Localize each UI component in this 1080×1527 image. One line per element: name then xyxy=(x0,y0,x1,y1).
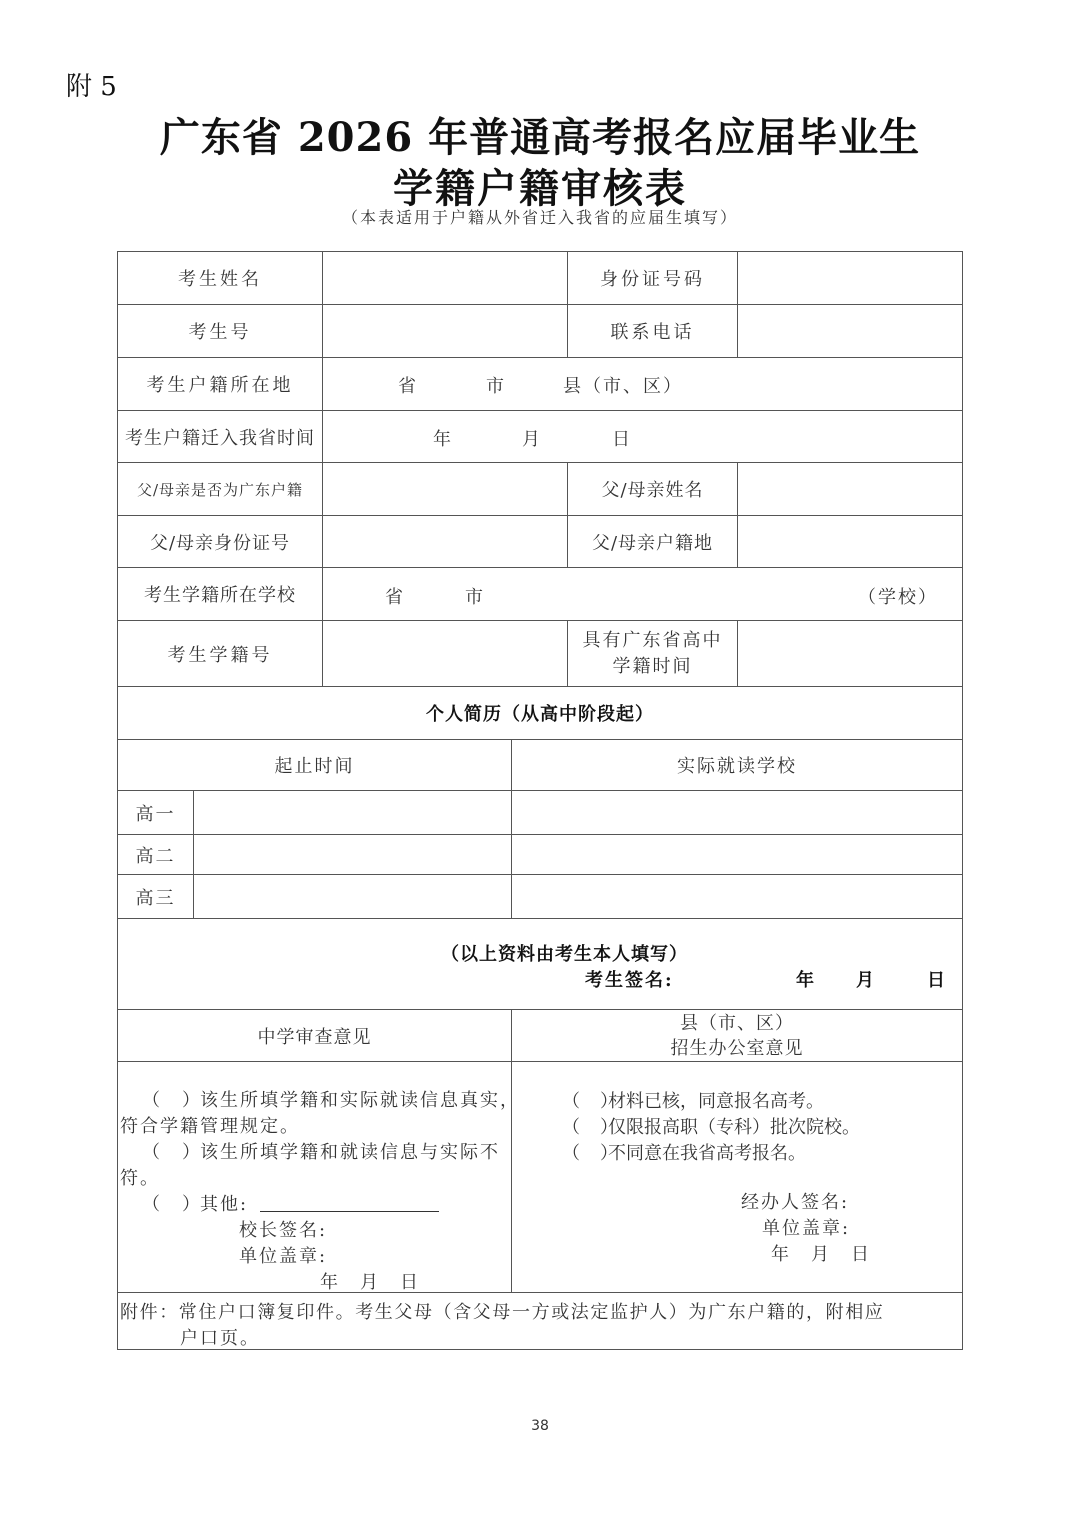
city-suffix: 市 xyxy=(465,587,485,608)
label-guangdong-registration-duration xyxy=(568,621,737,686)
document-title-line1: 广东省 2026 年普通高考报名应届毕业生 xyxy=(159,114,921,161)
page-number: 38 xyxy=(531,1418,549,1434)
candidate-name-field[interactable] xyxy=(323,252,567,304)
option-text: 仅限报高职（专科）批次院校。 xyxy=(608,1117,860,1138)
resume-school-field[interactable] xyxy=(512,875,962,918)
parent-household-location-field[interactable] xyxy=(738,516,962,567)
annex-label: 附 5 xyxy=(66,72,117,102)
month-suffix: 月 xyxy=(522,429,542,450)
resume-time-field[interactable] xyxy=(194,791,511,834)
resume-time-field[interactable] xyxy=(194,875,511,918)
year-suffix: 年 xyxy=(796,970,816,991)
grade-label: 高三 xyxy=(135,887,176,909)
phone-field[interactable] xyxy=(738,305,962,357)
resume-section-title: 个人简历（从高中阶段起） xyxy=(426,704,654,725)
table-border-right xyxy=(962,251,963,1349)
handler-signature-label: 经办人签名: xyxy=(741,1192,850,1213)
row-divider xyxy=(117,1292,963,1293)
option-text: 不同意在我省高考报名。 xyxy=(608,1143,806,1164)
school-suffix: （学校） xyxy=(858,587,938,608)
guangdong-registration-duration-field[interactable] xyxy=(738,621,962,686)
province-suffix: 省 xyxy=(385,587,405,608)
document-title-line2: 学籍户籍审核表 xyxy=(393,165,687,212)
school-review-date: 年 月 日 xyxy=(320,1272,420,1293)
option-text: 该生所填学籍和就读信息与实际不 xyxy=(200,1142,500,1163)
declaration-note: （以上资料由考生本人填写） xyxy=(441,944,688,965)
row-divider xyxy=(117,1061,963,1062)
day-suffix: 日 xyxy=(612,429,632,450)
label-household-move-date: 考生户籍迁入我省时间 xyxy=(125,427,315,449)
resume-time-field[interactable] xyxy=(194,835,511,874)
label-candidate-name: 考生姓名 xyxy=(178,269,262,290)
label-student-school: 考生学籍所在学校 xyxy=(144,585,296,606)
checkbox-paren[interactable]: （ ） xyxy=(562,1117,619,1138)
year-suffix: 年 xyxy=(433,429,453,450)
label-household-location: 考生户籍所在地 xyxy=(146,375,294,396)
header-line: 招生办公室意见 xyxy=(670,1037,804,1059)
option-text: 该生所填学籍和实际就读信息真实， xyxy=(200,1090,520,1111)
checkbox-paren[interactable]: （ ） xyxy=(142,1090,202,1111)
grade-label: 高二 xyxy=(135,845,176,867)
label-id-number: 身份证号码 xyxy=(600,269,705,290)
label-line: 具有广东省高中 xyxy=(582,629,723,651)
parent-name-field[interactable] xyxy=(738,463,962,515)
resume-school-field[interactable] xyxy=(512,791,962,834)
school-review-header: 中学审查意见 xyxy=(257,1026,372,1048)
checkbox-paren[interactable]: （ ） xyxy=(562,1091,619,1112)
candidate-signature-label: 考生签名: xyxy=(585,970,674,991)
resume-col-time-header: 起止时间 xyxy=(274,756,355,777)
checkbox-paren[interactable]: （ ） xyxy=(142,1142,202,1163)
day-suffix: 日 xyxy=(927,970,947,991)
student-registration-number-field[interactable] xyxy=(323,621,567,686)
label-phone: 联系电话 xyxy=(610,322,695,343)
office-seal-label: 单位盖章: xyxy=(762,1218,851,1239)
school-seal-label: 单位盖章: xyxy=(239,1246,328,1267)
candidate-number-field[interactable] xyxy=(323,305,567,357)
document-subtitle: （本表适用于户籍从外省迁入我省的应届生填写） xyxy=(341,208,738,227)
option-text-continued: 符。 xyxy=(120,1168,160,1189)
label-parent-guangdong-household: 父/母亲是否为广东户籍 xyxy=(136,480,304,499)
id-number-field[interactable] xyxy=(738,252,962,304)
parent-id-number-field[interactable] xyxy=(323,516,567,567)
label-student-registration-number: 考生学籍号 xyxy=(167,644,273,666)
parent-guangdong-household-field[interactable] xyxy=(323,463,567,515)
resume-school-field[interactable] xyxy=(512,835,962,874)
attachment-note-line1: 附件：常住户口簿复印件。考生父母（含父母一方或法定监护人）为广东户籍的，附相应 xyxy=(120,1302,885,1323)
office-review-header xyxy=(512,1010,962,1061)
office-review-date: 年 月 日 xyxy=(771,1244,871,1265)
principal-signature-label: 校长签名: xyxy=(239,1220,328,1241)
row-divider xyxy=(117,918,963,919)
label-line: 学籍时间 xyxy=(612,655,693,677)
month-suffix: 月 xyxy=(856,970,876,991)
option-text: 其他: xyxy=(200,1194,249,1215)
other-reason-field[interactable] xyxy=(260,1211,439,1212)
city-suffix: 市 xyxy=(486,376,506,397)
label-candidate-number: 考生号 xyxy=(188,322,252,343)
option-text-continued: 符合学籍管理规定。 xyxy=(120,1116,300,1137)
header-line: 县（市、区） xyxy=(680,1012,794,1034)
option-text: 材料已核，同意报名高考。 xyxy=(608,1091,824,1112)
province-suffix: 省 xyxy=(398,376,418,397)
checkbox-paren[interactable]: （ ） xyxy=(562,1143,619,1164)
checkbox-paren[interactable]: （ ） xyxy=(142,1194,202,1215)
label-parent-id-number: 父/母亲身份证号 xyxy=(149,532,291,554)
resume-col-school-header: 实际就读学校 xyxy=(677,756,797,777)
attachment-note-line2: 户口页。 xyxy=(180,1328,260,1349)
grade-label: 高一 xyxy=(135,803,176,825)
county-suffix: 县（市、区） xyxy=(563,376,683,397)
label-parent-name: 父/母亲姓名 xyxy=(601,480,704,501)
label-parent-household-location: 父/母亲户籍地 xyxy=(591,532,714,554)
